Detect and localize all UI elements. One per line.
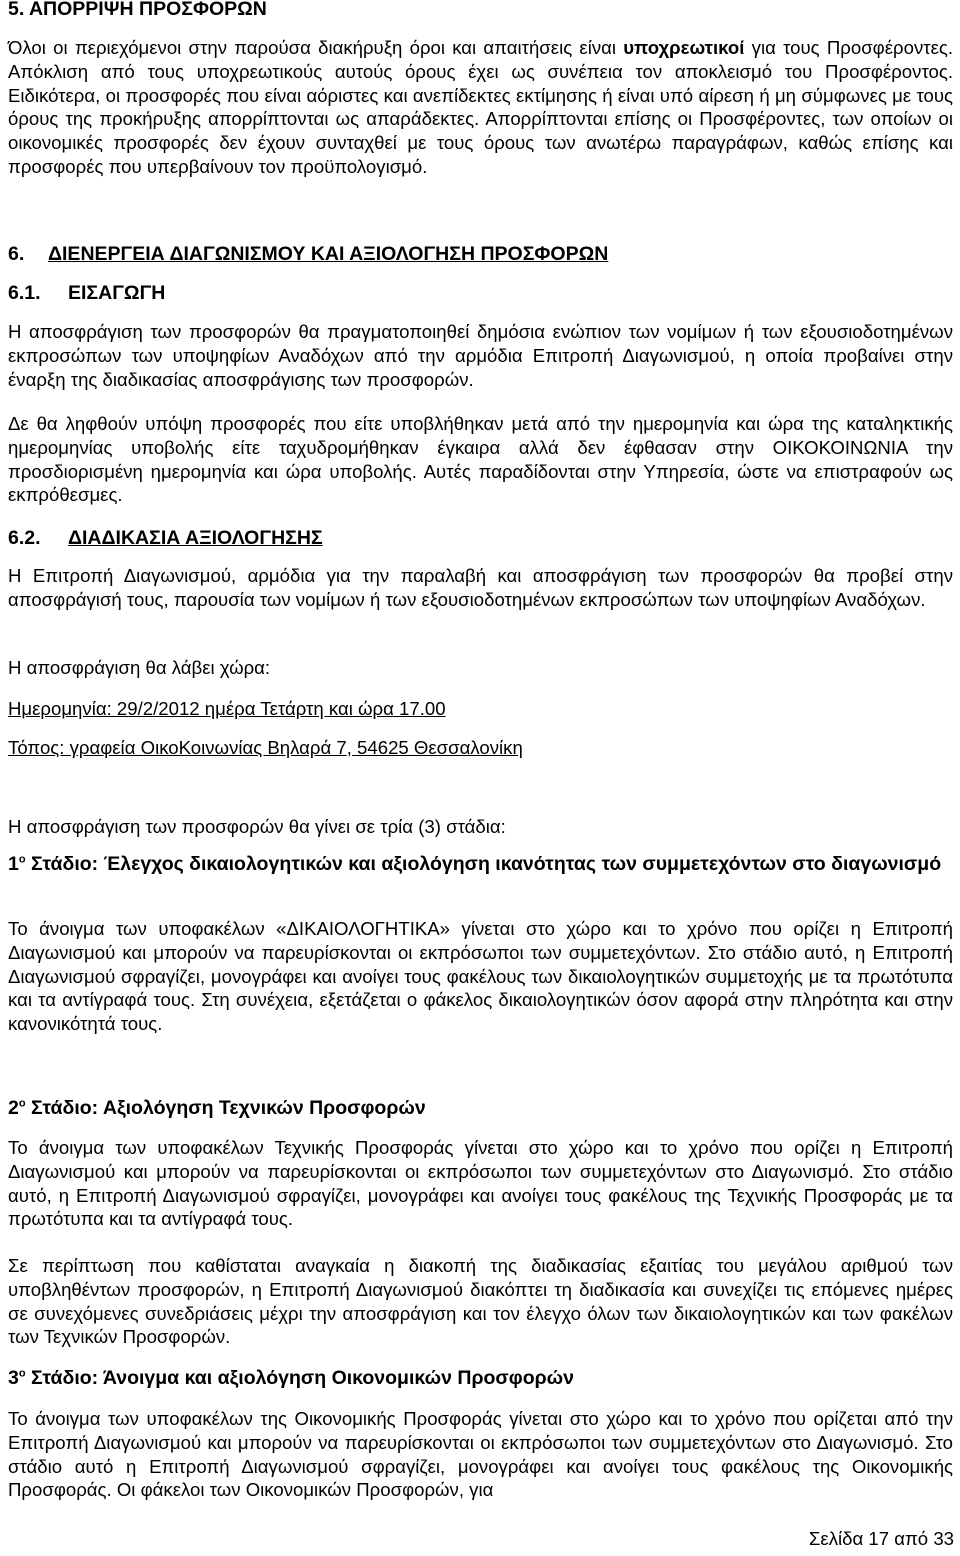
stage-1-heading	[8, 853, 953, 877]
stage-1-ordinal: ο	[18, 853, 26, 866]
stage-1-paragraph: Το άνοιγμα των υποφακέλων «ΔΙΚΑΙΟΛΟΓΗΤΙΚΑ» γίνεται στο χώρο και το χρόνο που ορίζει η Επιτροπή Διαγωνισμού και μπορούν να παρευρίσκονται οι εκπρόσωποι των συμμετεχόντων. Στο στάδιο αυτό, η Επιτροπή Διαγωνισμού σφραγίζει, μονογράφει και ανοίγει τους φακέλους των δικαιολογητικών συμμετοχής με τα πρωτότυπα και τα αντίγραφά τους. Στη συνέχεια, εξετάζεται ο φάκελος δικαιολογητικών όσον αφορά στην πληρότητα και στην κανονικότητά τους.	[8, 918, 953, 1035]
section-6-1-number: 6.1.	[8, 282, 41, 304]
page-number-footer: Σελίδα 17 από 33	[808, 1528, 954, 1549]
stage-3-title: Στάδιο: Άνοιγμα και αξιολόγηση Οικονομικών Προσφορών	[25, 1367, 575, 1389]
opening-date-line	[8, 697, 953, 721]
stage-3-number: 3	[8, 1367, 19, 1389]
opening-date-text: Ημερομηνία: 29/2/2012 ημέρα Τετάρτη και ώρα 17.00	[8, 698, 446, 719]
stage-3-ordinal: ο	[18, 1367, 26, 1380]
section-6-1-paragraph-1: Η αποσφράγιση των προσφορών θα πραγματοποιηθεί δημόσια ενώπιον των νομίμων ή των εξουσιοδοτημένων εκπροσώπων των υποψηφίων Αναδόχων από την αρμόδια Επιτροπή Διαγωνισμού, η οποία προβαίνει στην έναρξη της διαδικασίας αποσφράγισης των προσφορών.	[8, 321, 953, 390]
section-6-title: ΔΙΕΝΕΡΓΕΙΑ ΔΙΑΓΩΝΙΣΜΟΥ ΚΑΙ ΑΞΙΟΛΟΓΗΣΗ ΠΡΟΣΦΟΡΩΝ	[48, 243, 609, 265]
section-5-heading: 5. ΑΠΟΡΡΙΨΗ ΠΡΟΣΦΟΡΩΝ	[8, 0, 267, 20]
stage-2-paragraph-1: Το άνοιγμα των υποφακέλων Τεχνικής Προσφοράς γίνεται στο χώρο και το χρόνο που ορίζει η Επιτροπή Διαγωνισμού και μπορούν να παρευρίσκονται οι εκπρόσωποι των συμμετεχόντων στο Διαγωνισμό. Στο στάδιο αυτό, η Επιτροπή Διαγωνισμού σφραγίζει, μονογράφει και ανοίγει τους φακέλους της Τεχνικής Προσφοράς με τα πρωτότυπα και τα αντίγραφά τους.	[8, 1137, 953, 1230]
section-6-2-number: 6.2.	[8, 527, 41, 549]
section-6-2-heading	[8, 526, 323, 550]
section-6-number: 6.	[8, 243, 25, 265]
section-6-2-paragraph-1: Η Επιτροπή Διαγωνισμού, αρμόδια για την παραλαβή και αποσφράγιση των προσφορών θα προβεί στην αποσφράγισή τους, παρουσία των νομίμων ή των εξουσιοδοτημένων εκπροσώπων των υποψηφίων Αναδόχων.	[8, 565, 953, 610]
section-6-heading	[8, 242, 608, 266]
stage-2-heading	[8, 1097, 953, 1121]
stage-3-paragraph: Το άνοιγμα των υποφακέλων της Οικονομικής Προσφοράς γίνεται στο χώρο και το χρόνο που ορίζεται από την Επιτροπή Διαγωνισμού και μπορούν να παρευρίσκονται οι εκπρόσωποι των συμμετεχόντων στο Διαγωνισμό. Στο στάδιο αυτό η Επιτροπή Διαγωνισμού σφραγίζει, μονογράφει και ανοίγει τους φακέλους της Οικονομικής Προσφοράς. Οι φάκελοι των Οικονομικών Προσφορών, για	[8, 1408, 953, 1501]
section-5-text-a: Όλοι οι περιεχόμενοι στην παρούσα διακήρυξη όροι και απαιτήσεις είναι	[8, 37, 624, 58]
section-6-1-heading	[8, 281, 165, 305]
section-5-text-bold: υποχρεωτικοί	[623, 37, 745, 58]
opening-place-text: Τόπος: γραφεία ΟικοΚοινωνίας Βηλαρά 7, 54625 Θεσσαλονίκη	[8, 737, 523, 758]
section-6-1-paragraph-2: Δε θα ληφθούν υπόψη προσφορές που είτε υποβλήθηκαν μετά από την ημερομηνία και ώρα της καταληκτικής ημερομηνίας υποβολής είτε ταχυδρομήθηκαν έγκαιρα αλλά δεν έφθασαν στην ΟΙΚΟΚΟΙΝΩΝΙΑ την προσδιορισμένη ημερομηνία και ώρα υποβολής. Αυτές παραδίδονται στην Υπηρεσία, ώστε να επιστραφούν ως εκπρόθεσμες.	[8, 413, 953, 506]
section-5-paragraph	[8, 36, 953, 179]
stage-2-title: Στάδιο: Αξιολόγηση Τεχνικών Προσφορών	[25, 1097, 426, 1119]
section-6-2-paragraph-2: Η αποσφράγιση θα λάβει χώρα:	[8, 657, 271, 678]
stage-2-number: 2	[8, 1097, 19, 1119]
stage-1-number: 1	[8, 853, 19, 875]
stages-intro: Η αποσφράγιση των προσφορών θα γίνει σε τρία (3) στάδια:	[8, 816, 506, 837]
stage-3-heading	[8, 1367, 953, 1391]
section-5-text-c: για τους Προσφέροντες. Απόκλιση από τους υποχρεωτικούς αυτούς όρους έχει ως συνέπεια τον αποκλεισμό του Προσφέροντος. Ειδικότερα, οι προσφορές που είναι αόριστες και ανεπίδεκτες εκτίμησης ή είναι υπό αίρεση ή μη σύμφωνες με τους όρους της προκήρυξης απορρίπτονται ως απαράδεκτες. Απορρίπτονται επίσης οι Προσφέροντες, των οποίων οι οικονομικές προσφορές δεν έχουν συνταχθεί με τους όρους των ανωτέρω παραγράφων, καθώς επίσης και προσφορές που υπερβαίνουν τον προϋπολογισμό.	[8, 37, 953, 177]
opening-place-line	[8, 736, 953, 760]
stage-2-paragraph-2: Σε περίπτωση που καθίσταται αναγκαία η διακοπή της διαδικασίας εξαιτίας του μεγάλου αριθμού των υποβληθέντων προσφορών, η Επιτροπή Διαγωνισμού διακόπτει τη διαδικασία και συνεχίζει τις επόμενες ημέρες σε συνεχόμενες συνεδριάσεις μέχρι την αποσφράγιση και τον έλεγχο όλων των δικαιολογητικών και των φακέλων των Τεχνικών Προσφορών.	[8, 1255, 953, 1348]
section-6-1-title: ΕΙΣΑΓΩΓΗ	[68, 282, 166, 304]
stage-1-title: Στάδιο: Έλεγχος δικαιολογητικών και αξιολόγηση ικανότητας των συμμετεχόντων στο διαγωνισμό	[25, 853, 942, 875]
section-6-2-title: ΔΙΑΔΙΚΑΣΙΑ ΑΞΙΟΛΟΓΗΣΗΣ	[68, 527, 323, 549]
stage-2-ordinal: ο	[18, 1097, 26, 1110]
